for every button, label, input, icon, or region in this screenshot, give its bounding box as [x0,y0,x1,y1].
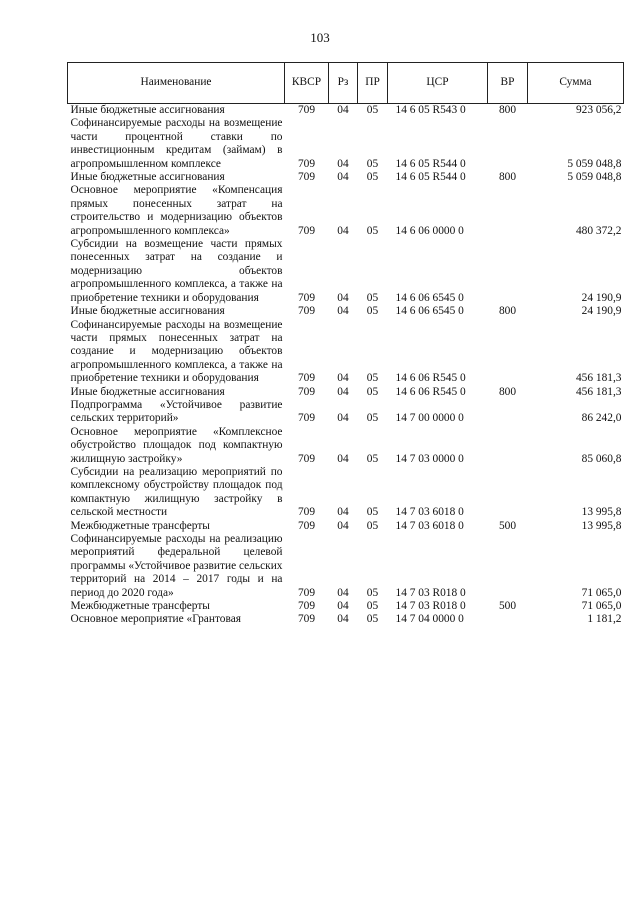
table-row [68,104,624,118]
cell-kvsr: 709 [297,600,316,613]
cell-sum: 480 372,2 [575,224,622,237]
table-row [68,305,624,318]
cell-rz: 04 [337,412,349,425]
cell-vr [488,238,528,305]
cell-rz: 04 [337,385,349,398]
cell-rz: 04 [337,452,349,465]
cell-rz: 04 [337,305,349,318]
header-name: Наименование [68,63,285,104]
cell-kvsr: 709 [297,586,316,599]
cell-rz: 04 [337,506,349,519]
cell-pr: 05 [366,291,379,304]
cell-name: Иные бюджетные ассигнования [70,385,225,398]
cell-sum: 71 065,0 [581,600,622,613]
cell-sum: 5 059 048,8 [567,171,622,184]
cell-csr: 14 7 03 0000 0 [395,452,464,465]
cell-pr: 05 [366,171,379,184]
cell-kvsr: 709 [297,224,316,237]
cell-name: Софинансируемые расходы на возмещение части прямых понесенных затрат на создание и модернизацию объектов агропромышленного комплекса, а также на приобретение техники и оборудования [70,318,283,385]
header-vr: ВР [488,63,528,104]
cell-pr: 05 [366,506,379,519]
cell-vr [488,426,528,466]
table-row [68,386,624,399]
cell-csr: 14 7 03 6018 0 [395,506,464,519]
table-body [68,104,624,627]
cell-pr: 05 [366,224,379,237]
cell-sum: 71 065,0 [581,586,622,599]
cell-csr: 14 6 06 0000 0 [395,224,464,237]
cell-kvsr: 709 [297,372,316,385]
cell-pr: 05 [366,600,379,613]
cell-csr: 14 6 05 R544 0 [395,157,466,170]
cell-sum: 1 181,2 [587,613,622,626]
table-row [68,533,624,600]
cell-rz: 04 [337,372,349,385]
cell-sum: 85 060,8 [581,452,622,465]
page-number: 103 [310,30,330,45]
cell-sum: 456 181,3 [575,385,622,398]
cell-kvsr: 709 [297,171,316,184]
table-row [68,466,624,520]
cell-csr: 14 7 03 R018 0 [395,586,466,599]
cell-sum: 923 056,2 [575,104,622,116]
cell-sum: 24 190,9 [581,305,622,318]
header-csr: ЦСР [388,63,488,104]
cell-name: Подпрограмма «Устойчивое развитие сельских территорий» [70,398,283,425]
cell-vr [488,319,528,386]
cell-kvsr: 709 [297,157,316,170]
cell-name: Субсидии на реализацию мероприятий по комплексному обустройству площадок под компактную жилищную застройку в сельской местности [70,465,283,519]
cell-kvsr: 709 [297,305,316,318]
cell-vr: 800 [498,385,517,398]
cell-kvsr: 709 [297,613,316,626]
cell-kvsr: 709 [297,104,316,116]
cell-rz: 04 [337,291,349,304]
cell-pr: 05 [366,519,379,532]
cell-kvsr: 709 [297,452,316,465]
header-pr: ПР [358,63,388,104]
table-row [68,399,624,426]
header-rz: Рз [329,63,358,104]
cell-sum: 24 190,9 [581,291,622,304]
cell-vr: 500 [498,600,517,613]
cell-csr: 14 6 06 R545 0 [395,385,466,398]
cell-csr: 14 7 00 0000 0 [395,412,464,425]
cell-csr: 14 6 05 R543 0 [395,104,466,116]
cell-vr: 500 [498,519,517,532]
table-row [68,184,624,238]
cell-pr: 05 [366,157,379,170]
cell-pr: 05 [366,385,379,398]
cell-kvsr: 709 [297,291,316,304]
budget-table [67,62,624,627]
cell-vr [488,117,528,171]
table-row [68,319,624,386]
cell-pr: 05 [366,412,379,425]
cell-rz: 04 [337,586,349,599]
cell-pr: 05 [366,305,379,318]
cell-pr: 05 [366,104,379,116]
cell-vr: 800 [498,305,517,318]
cell-name: Межбюджетные трансферты [70,600,210,613]
cell-pr: 05 [366,586,379,599]
cell-name: Субсидии на возмещение части прямых понесенных затрат на создание и модернизацию объектов агропромышленного комплекса, а также на приобретение техники и оборудования [70,238,283,304]
cell-csr: 14 6 06 R545 0 [395,372,466,385]
cell-rz: 04 [337,613,349,626]
cell-vr [488,466,528,520]
cell-vr [488,184,528,238]
cell-name: Межбюджетные трансферты [70,519,210,532]
cell-rz: 04 [337,224,349,237]
cell-sum: 13 995,8 [581,519,622,532]
header-sum: Сумма [528,63,624,104]
cell-rz: 04 [337,600,349,613]
cell-name: Основное мероприятие «Компенсация прямых понесенных затрат на строительство и модернизацию объектов агропромышленного комплекса» [70,184,283,237]
cell-name: Софинансируемые расходы на возмещение части процентной ставки по инвестиционным кредитам (займам) в агропромышленном комплексе [70,117,283,170]
table-row [68,426,624,466]
cell-vr [488,533,528,600]
cell-csr: 14 7 03 R018 0 [395,600,466,613]
cell-rz: 04 [337,157,349,170]
cell-name: Иные бюджетные ассигнования [70,171,225,184]
cell-name: Иные бюджетные ассигнования [70,305,225,318]
cell-csr: 14 6 05 R544 0 [395,171,466,184]
cell-rz: 04 [337,171,349,184]
table-row [68,117,624,171]
cell-name: Иные бюджетные ассигнования [70,104,225,116]
cell-csr: 14 6 06 6545 0 [395,305,464,318]
table-row [68,613,624,626]
table-row [68,600,624,613]
cell-rz: 04 [337,104,349,116]
cell-vr: 800 [498,171,517,184]
cell-name: Софинансируемые расходы на реализацию мероприятий федеральной целевой программы «Устойчивое развитие сельских территорий на 2014 – 2017 годы и на период до 2020 года» [70,533,283,599]
table-row [68,238,624,305]
cell-kvsr: 709 [297,412,316,425]
table-row [68,520,624,533]
cell-kvsr: 709 [297,506,316,519]
cell-kvsr: 709 [297,385,316,398]
header-kvsr: КВСР [285,63,329,104]
cell-name: Основное мероприятие «Комплексное обустройство площадок под компактную жилищную застройку» [70,425,283,465]
cell-vr [488,399,528,426]
table-header [68,63,624,104]
cell-pr: 05 [366,372,379,385]
cell-kvsr: 709 [297,519,316,532]
cell-pr: 05 [366,452,379,465]
cell-sum: 13 995,8 [581,506,622,519]
table-row [68,171,624,184]
cell-vr [488,613,528,626]
cell-vr: 800 [498,104,517,116]
cell-name: Основное мероприятие «Грантовая [70,613,241,626]
cell-sum: 86 242,0 [581,412,622,425]
cell-csr: 14 7 03 6018 0 [395,519,464,532]
cell-sum: 5 059 048,8 [567,157,622,170]
cell-pr: 05 [366,613,379,626]
cell-rz: 04 [337,519,349,532]
cell-csr: 14 6 06 6545 0 [395,291,464,304]
cell-sum: 456 181,3 [575,372,622,385]
cell-csr: 14 7 04 0000 0 [395,613,464,626]
